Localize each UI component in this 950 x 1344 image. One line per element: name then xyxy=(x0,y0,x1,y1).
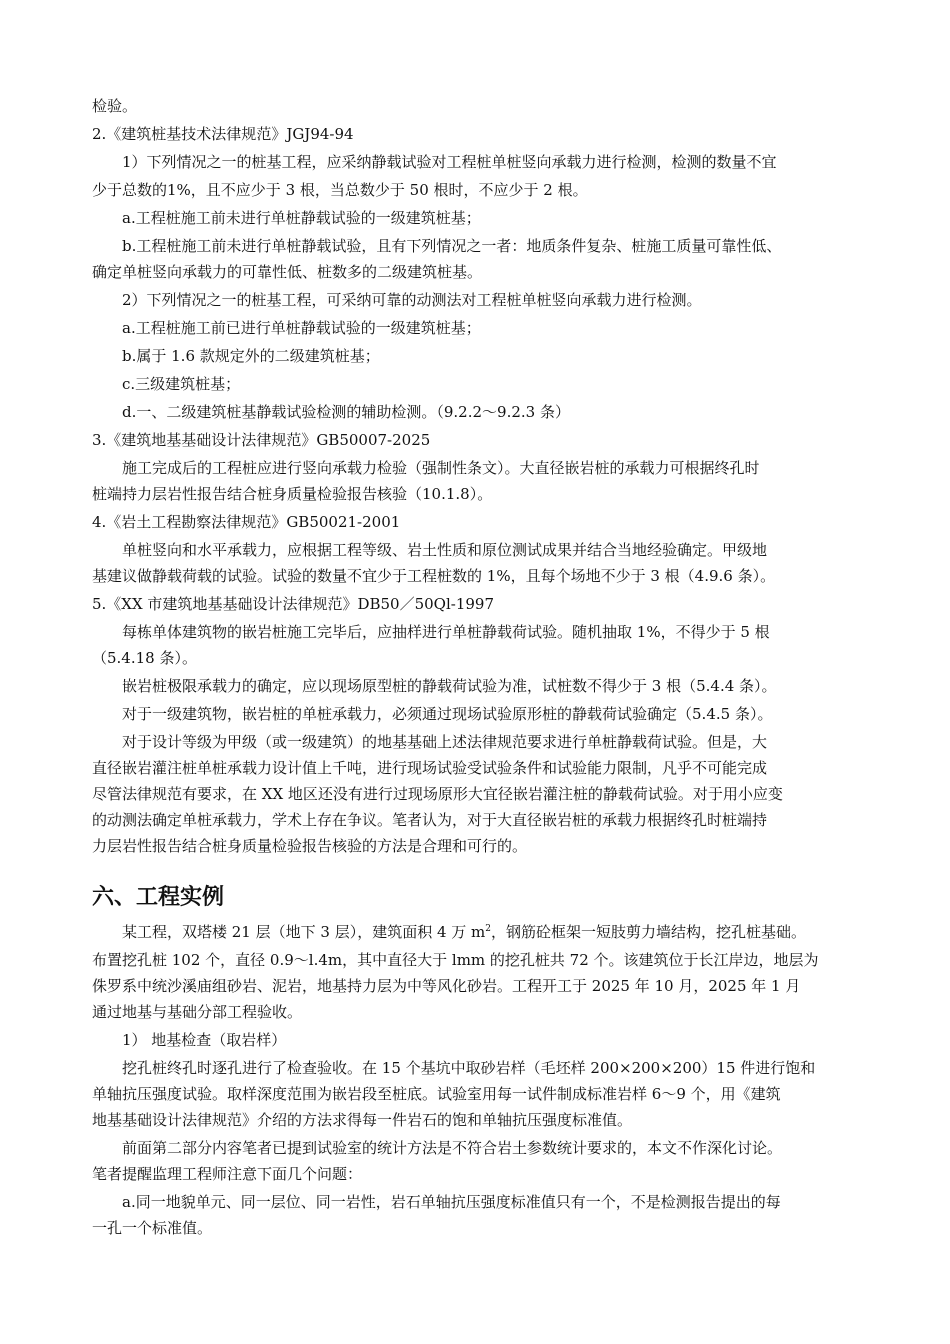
section-heading: 六、工程实例 xyxy=(92,885,225,910)
text-line: 挖孔桩终孔时逐孔进行了检查验收。在 15 个基坑中取砂岩样（毛坯样 200×200×200）15 件进行饱和 xyxy=(122,1059,816,1077)
text-line: 直径嵌岩灌注桩单桩承载力设计值上千吨，进行现场试验受试验条件和试验能力限制，凡乎不可能完成 xyxy=(92,759,768,777)
text-segment: ，钢筋砼框架一短肢剪力墙结构，挖孔桩基础。 xyxy=(491,923,807,941)
reference-title: 4.《岩土工程勘察法律规范》GB50021-2001 xyxy=(92,513,401,531)
text-line: 前面第二部分内容笔者已提到试验室的统计方法是不符合岩土参数统计要求的，本文不作深化讨论。 xyxy=(122,1139,783,1157)
text-line: 每栋单体建筑物的嵌岩桩施工完毕后，应抽样进行单桩静载荷试验。随机抽取 1%，不得少于 5 根 xyxy=(122,623,770,641)
text-line: （5.4.18 条）。 xyxy=(92,649,197,667)
list-item: a.工程桩施工前已进行单桩静载试验的一级建筑桩基； xyxy=(122,319,481,337)
reference-title: 3.《建筑地基基础设计法律规范》GB50007-2025 xyxy=(92,431,431,449)
list-item: a.工程桩施工前未进行单桩静载试验的一级建筑桩基； xyxy=(122,209,481,227)
reference-title: 2.《建筑桩基技术法律规范》JGJ94-94 xyxy=(92,125,354,143)
text-line: 地基基础设计法律规范》介绍的方法求得每一件岩石的饱和单轴抗压强度标准值。 xyxy=(92,1111,633,1129)
text-line: 侏罗系中统沙溪庙组砂岩、泥岩，地基持力层为中等风化砂岩。工程开工于 2025 年 10 月，2025 年 1 月 xyxy=(92,977,801,995)
text-line: 1）下列情况之一的桩基工程，应采纳静载试验对工程桩单桩竖向承载力进行检测，检测的数量不宜 xyxy=(122,153,777,171)
list-item: b.工程桩施工前未进行单桩静载试验，且有下列情况之一者：地质条件复杂、桩施工质量可靠性低、 xyxy=(122,237,782,255)
text-segment: 某工程，双塔楼 21 层（地下 3 层），建筑面积 4 万 m xyxy=(122,923,486,941)
text-line: 单桩竖向和水平承载力，应根据工程等级、岩土性质和原位测试成果并结合当地经验确定。甲级地 xyxy=(122,541,768,559)
subheading: 1） 地基检查（取岩样） xyxy=(122,1031,287,1049)
text-line: 检验。 xyxy=(92,97,138,115)
text-line: 对于一级建筑物，嵌岩桩的单桩承载力，必须通过现场试验原形桩的静载荷试验确定（5.4.5 条）。 xyxy=(122,705,773,723)
text-line: 嵌岩桩极限承载力的确定，应以现场原型桩的静载荷试验为准，试桩数不得少于 3 根（5.4.4 条）。 xyxy=(122,677,777,695)
list-item: a.同一地貌单元、同一层位、同一岩性，岩石单轴抗压强度标准值只有一个，不是检测报告提出的每 xyxy=(122,1193,781,1211)
text-line: 的动测法确定单桩承载力，学术上存在争议。笔者认为，对于大直径嵌岩桩的承载力根据终孔时桩端持 xyxy=(92,811,768,829)
text-line: 笔者提醒监理工程师注意下面几个问题： xyxy=(92,1165,363,1183)
list-item: b.属于 1.6 款规定外的二级建筑桩基； xyxy=(122,347,380,365)
text-line: 尽管法律规范有要求，在 XX 地区还没有进行过现场原形大宜径嵌岩灌注桩的静载荷试验。对于用小应变 xyxy=(92,785,783,803)
text-line: 确定单桩竖向承载力的可靠性低、桩数多的二级建筑桩基。 xyxy=(92,263,483,281)
text-line xyxy=(122,922,806,942)
text-line: 少于总数的1%，且不应少于 3 根，当总数少于 50 根时，不应少于 2 根。 xyxy=(92,181,588,199)
list-item: c.三级建筑桩基； xyxy=(122,375,241,393)
text-line: 桩端持力层岩性报告结合桩身质量检验报告核验（10.1.8）。 xyxy=(92,485,493,503)
text-line: 施工完成后的工程桩应进行竖向承载力检验（强制性条文）。大直径嵌岩桩的承载力可根据终孔时 xyxy=(122,459,760,477)
text-line: 2）下列情况之一的桩基工程，可采纳可靠的动测法对工程桩单桩竖向承载力进行检测。 xyxy=(122,291,702,309)
text-line: 布置挖孔桩 102 个，直径 0.9～l.4m，其中直径大于 lmm 的挖孔桩共 72 个。该建筑位于长江岸边，地层为 xyxy=(92,951,819,969)
text-line: 基建议做静载荷载的试验。试验的数量不宜少于工程桩数的 1%，且每个场地不少于 3 根（4.9.6 条）。 xyxy=(92,567,776,585)
text-line: 通过地基与基础分部工程验收。 xyxy=(92,1003,303,1021)
text-line: 单轴抗压强度试验。取样深度范围为嵌岩段至桩底。试验室用每一试件制成标准岩样 6～9 个，用《建筑 xyxy=(92,1085,781,1103)
text-line: 一孔一个标准值。 xyxy=(92,1219,213,1237)
superscript: 2 xyxy=(485,924,492,934)
reference-title: 5.《XX 市建筑地基基础设计法律规范》DB50／50Ql-1997 xyxy=(92,595,494,613)
text-line: 对于设计等级为甲级（或一级建筑）的地基基础上述法律规范要求进行单桩静载荷试验。但是，大 xyxy=(122,733,768,751)
list-item: d.一、二级建筑桩基静载试验检测的辅助检测。（9.2.2～9.2.3 条） xyxy=(122,403,570,421)
text-line: 力层岩性报告结合桩身质量检验报告核验的方法是合理和可行的。 xyxy=(92,837,528,855)
